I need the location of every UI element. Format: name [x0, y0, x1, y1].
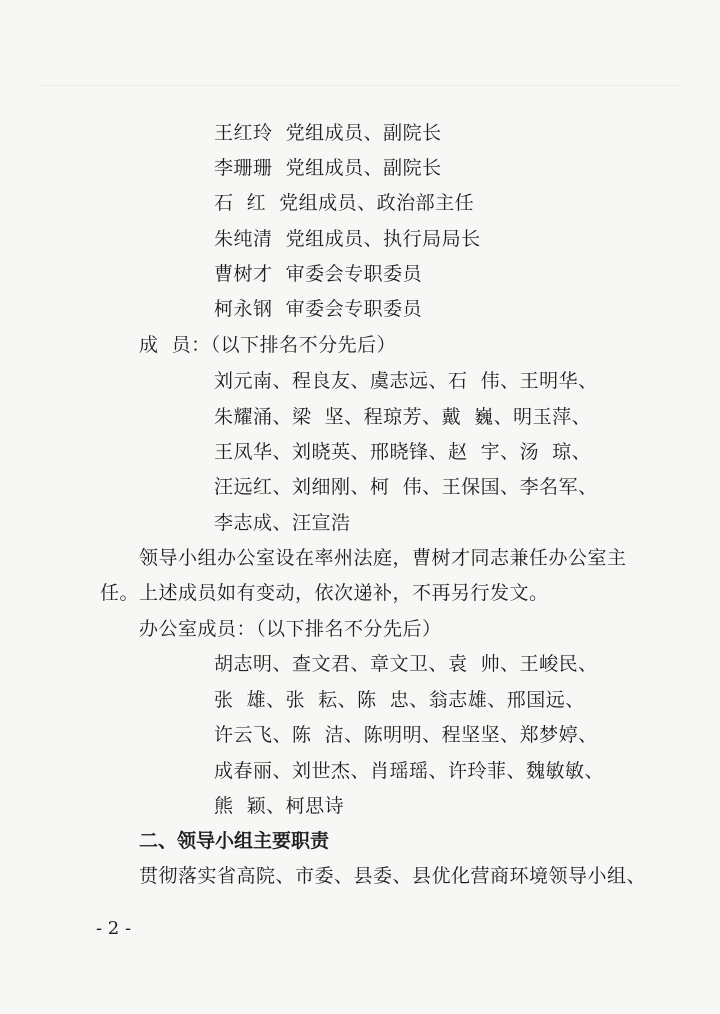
office-paragraph-line: 领导小组办公室设在率州法庭，曹树才同志兼任办公室主 — [139, 547, 627, 569]
members-line: 汪远红、刘细刚、柯 伟、王保国、李名军、 — [214, 476, 598, 498]
members-line: 朱耀涌、梁 坚、程琼芳、戴 巍、明玉萍、 — [214, 406, 592, 428]
office-members-label: 办公室成员：（以下排名不分先后） — [139, 618, 442, 640]
office-member-line: 张 雄、张 耘、陈 忠、翁志雄、邢国远、 — [214, 689, 585, 711]
leader-line: 石 红 党组成员、政治部主任 — [214, 192, 475, 214]
leader-line: 柯永钢 审委会专职委员 — [214, 298, 423, 320]
office-member-line: 胡志明、查文君、章文卫、袁 帅、王峻民、 — [214, 653, 598, 675]
office-member-line: 许云飞、陈 洁、陈明明、程坚坚、郑梦婷、 — [214, 724, 598, 746]
leader-line: 李珊珊 党组成员、副院长 — [214, 157, 442, 179]
members-line: 刘元南、程良友、虞志远、石 伟、王明华、 — [214, 370, 598, 392]
members-line: 李志成、汪宣浩 — [214, 512, 351, 534]
office-member-line: 熊 颖、柯思诗 — [214, 795, 345, 817]
members-label: 成 员：（以下排名不分先后） — [139, 334, 397, 356]
office-member-line: 成春丽、刘世杰、肖瑶瑶、许玲菲、魏敏敏、 — [214, 760, 605, 782]
office-paragraph-line: 任。上述成员如有变动，依次递补，不再另行发文。 — [100, 582, 549, 604]
members-line: 王凤华、刘晓英、邢晓锋、赵 宇、汤 琼、 — [214, 441, 592, 463]
leader-line: 朱纯清 党组成员、执行局局长 — [214, 228, 481, 250]
section-heading: 二、领导小组主要职责 — [139, 830, 330, 852]
page-number: - 2 - — [96, 918, 132, 939]
section-paragraph: 贯彻落实省高院、市委、县委、县优化营商环境领导小组、 — [139, 865, 647, 887]
scan-artifact-line — [40, 85, 680, 86]
leader-line: 曹树才 审委会专职委员 — [214, 263, 423, 285]
leader-line: 王红玲 党组成员、副院长 — [214, 122, 442, 144]
